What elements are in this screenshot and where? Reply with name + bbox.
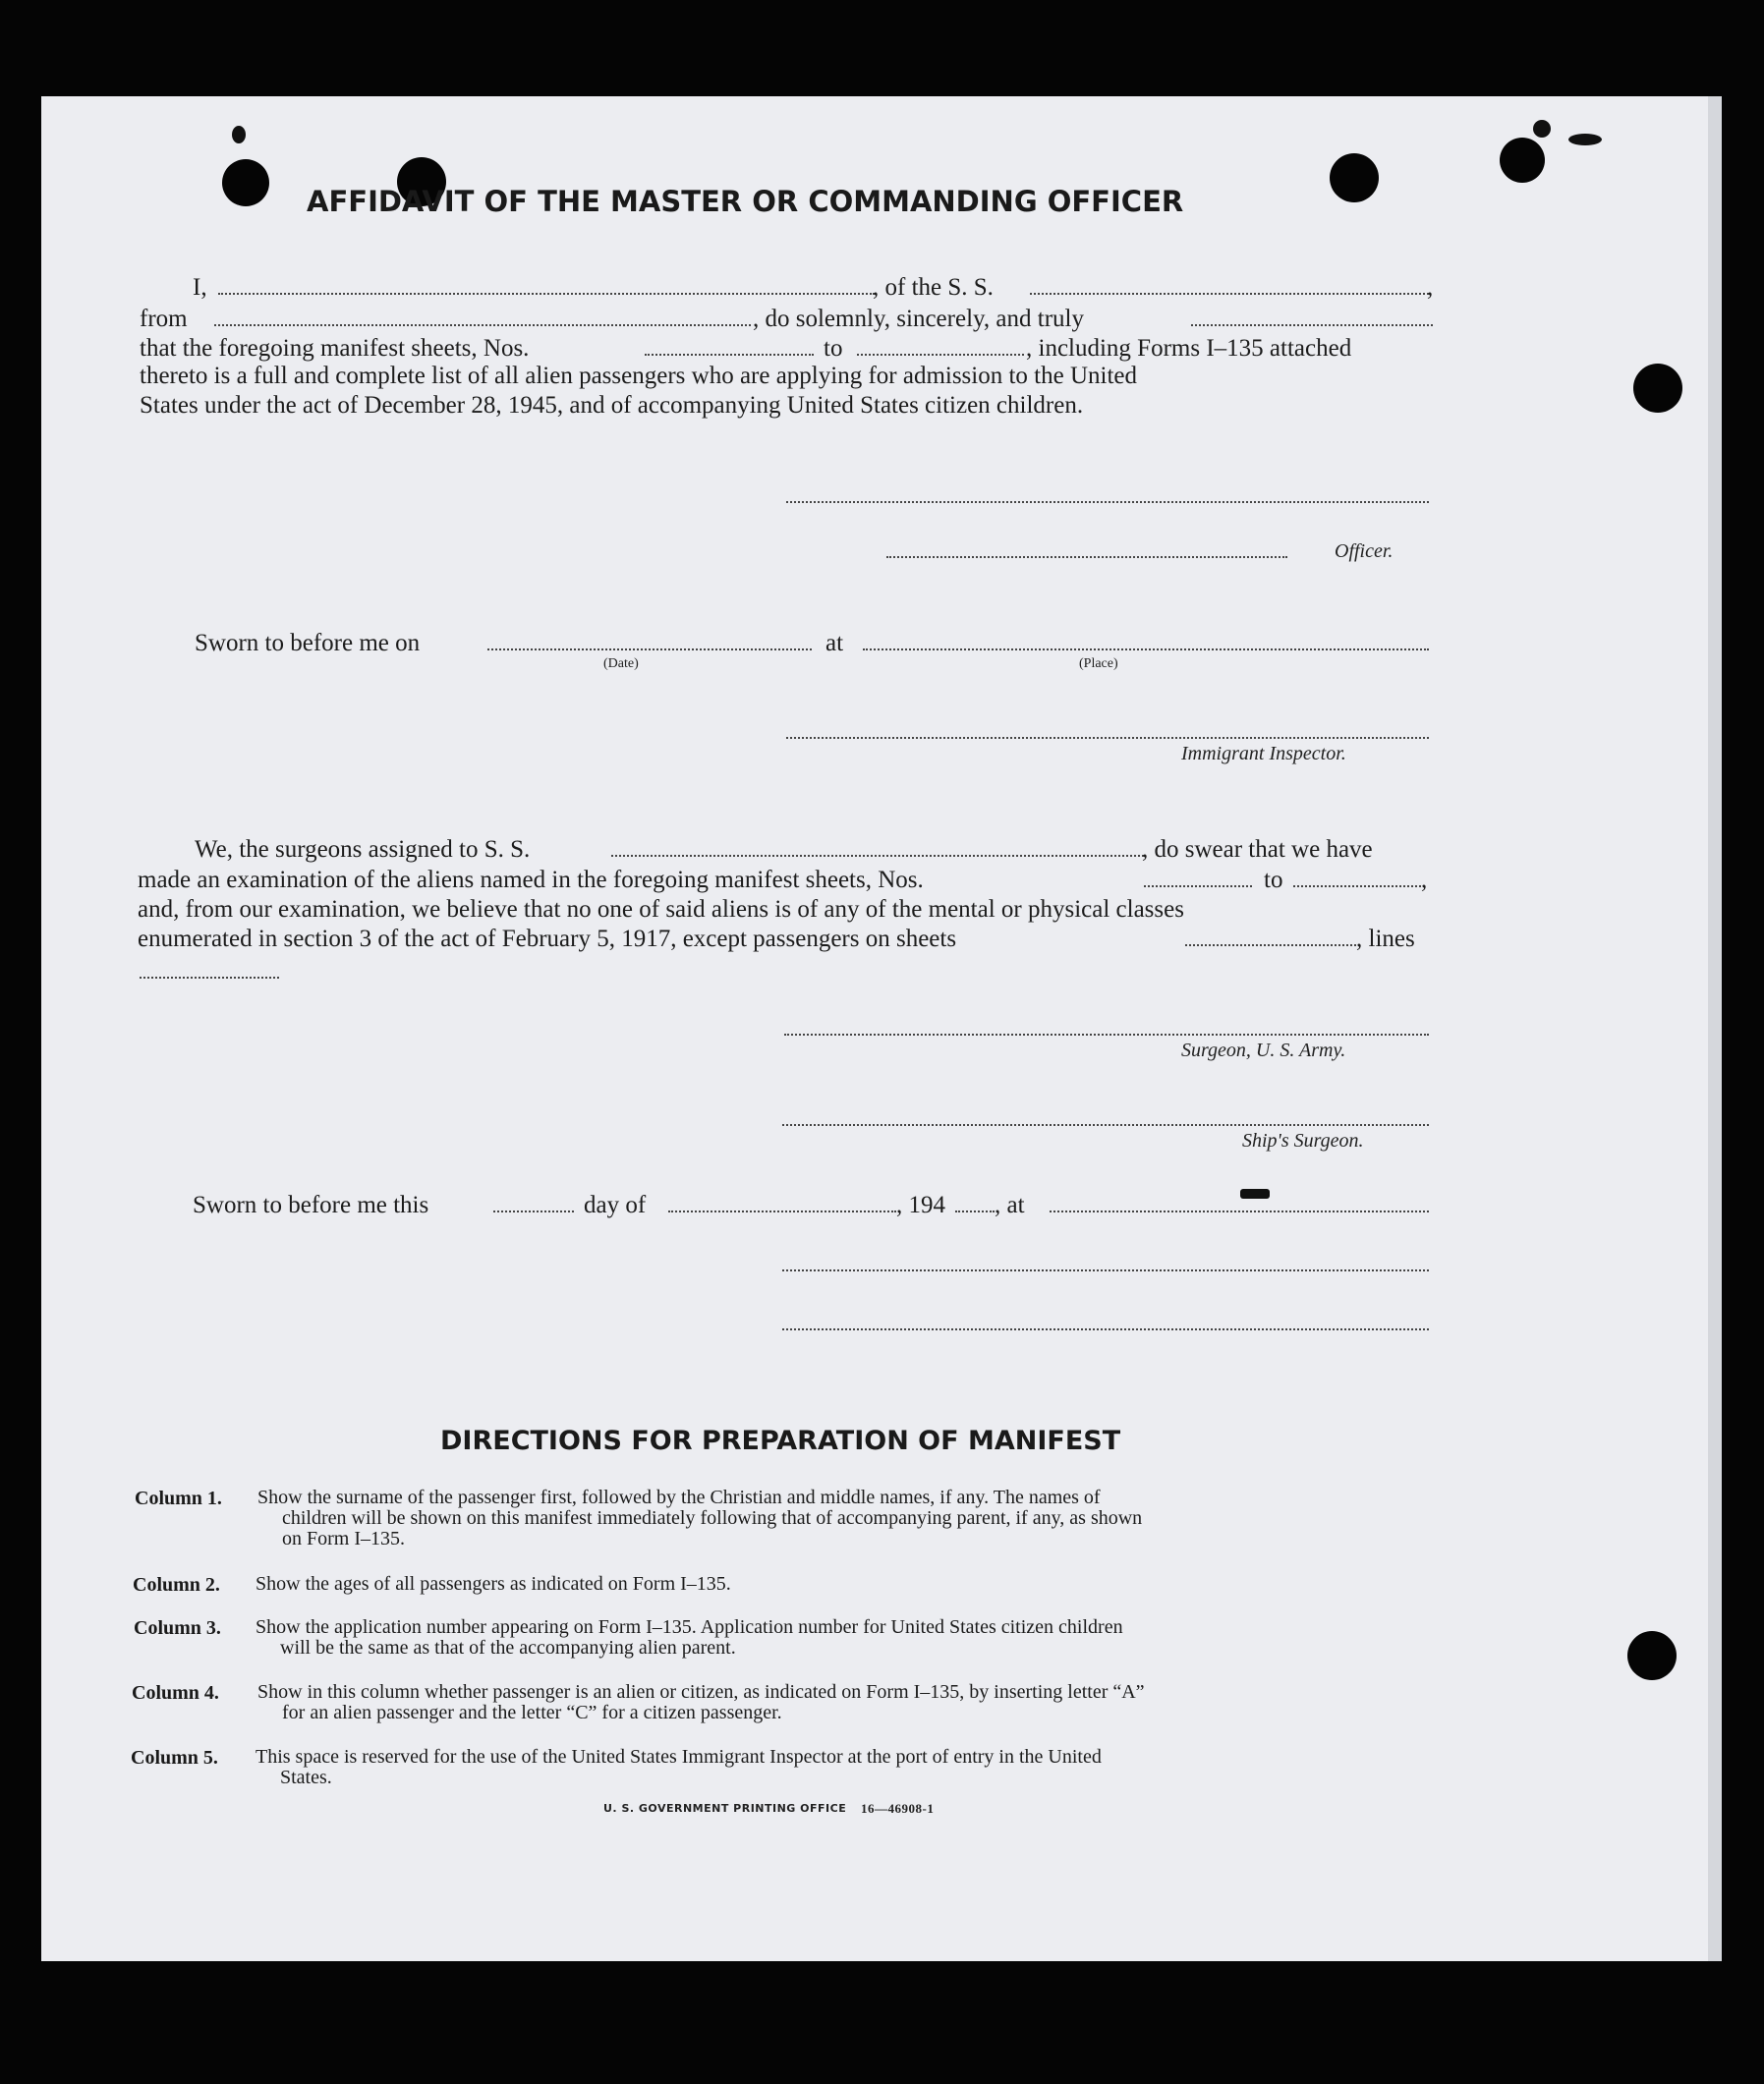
affidavit-text: ,	[1427, 274, 1434, 301]
inspector-signature-line[interactable]	[786, 737, 1429, 739]
officer-signature-line[interactable]	[886, 556, 1287, 558]
affidavit-text: from	[140, 306, 188, 332]
punch-hole	[1500, 138, 1545, 183]
column-4-text	[257, 1682, 1427, 1723]
direction-line: Show in this column whether passenger is an alien or citizen, as indicated on Form I–135, by inserting letter “A”	[257, 1681, 1145, 1703]
sworn-date-field[interactable]	[487, 648, 812, 650]
surgeons-text: ,	[1421, 867, 1428, 893]
punch-hole	[222, 159, 269, 206]
surgeons-text: We, the surgeons assigned to S. S.	[195, 836, 531, 863]
signature-line[interactable]	[786, 501, 1429, 503]
surgeons-ship-field[interactable]	[611, 855, 1144, 857]
declaration-field[interactable]	[1191, 324, 1433, 326]
direction-line: Show the surname of the passenger first, followed by the Christian and middle names, if any. The names of	[257, 1487, 1101, 1508]
ink-spot	[1568, 134, 1602, 145]
direction-line: for an alien passenger and the letter “C” for a citizen passenger.	[282, 1702, 782, 1723]
signature-line[interactable]	[782, 1269, 1429, 1271]
column-2-text	[256, 1574, 1425, 1595]
column-3-text	[256, 1617, 1425, 1659]
except-sheets-field[interactable]	[1185, 944, 1356, 946]
column-5-label: Column 5.	[131, 1747, 218, 1769]
sworn-text: , 194	[896, 1192, 945, 1218]
direction-line: States.	[280, 1767, 332, 1788]
affidavit-text: thereto is a full and complete list of all alien passengers who are applying for admission to the United	[140, 363, 1138, 389]
form-code: 16—46908-1	[861, 1801, 935, 1816]
sworn-year-field[interactable]	[955, 1211, 995, 1212]
affidavit-text: , of the S. S.	[873, 274, 994, 301]
sheet-to-field[interactable]	[857, 354, 1024, 356]
column-3-label: Column 3.	[134, 1617, 221, 1639]
direction-line: Show the application number appearing on Form I–135. Application number for United States citizen children	[256, 1616, 1123, 1638]
direction-line: children will be shown on this manifest immediately following that of accompanying parent, if any, as shown	[282, 1507, 1143, 1529]
ship-name-field[interactable]	[1030, 293, 1429, 295]
ship-surgeon-label: Ship's Surgeon.	[1242, 1130, 1364, 1152]
sworn-month-field[interactable]	[668, 1211, 896, 1212]
column-4-label: Column 4.	[132, 1682, 219, 1704]
affidavit-text: , do solemnly, sincerely, and truly	[753, 306, 1084, 332]
lines-field[interactable]	[140, 977, 279, 979]
affidavit-text: to	[824, 335, 843, 362]
name-field[interactable]	[218, 293, 875, 295]
officer-label: Officer.	[1335, 540, 1394, 562]
sworn-text: Sworn to before me this	[193, 1192, 429, 1218]
signature-line[interactable]	[782, 1328, 1429, 1330]
sworn-text: , at	[995, 1192, 1025, 1218]
column-1-label: Column 1.	[135, 1488, 222, 1509]
from-port-field[interactable]	[214, 324, 751, 326]
column-2-label: Column 2.	[133, 1574, 220, 1596]
column-5-text	[256, 1747, 1425, 1788]
affidavit-text: , including Forms I–135 attached	[1026, 335, 1352, 362]
army-surgeon-signature-line[interactable]	[784, 1034, 1429, 1036]
punch-hole	[1627, 1631, 1677, 1680]
ink-smudge	[1240, 1189, 1270, 1199]
surgeons-text: , lines	[1356, 926, 1415, 952]
direction-line: Show the ages of all passengers as indicated on Form I–135.	[256, 1573, 731, 1595]
sworn-location-field[interactable]	[1050, 1211, 1429, 1212]
surgeons-text: , do swear that we have	[1142, 836, 1373, 863]
direction-line: This space is reserved for the use of the United States Immigrant Inspector at the port of entry in the United	[256, 1746, 1102, 1768]
place-caption: (Place)	[1079, 656, 1118, 671]
inspector-label: Immigrant Inspector.	[1181, 743, 1346, 764]
sheet-from-field[interactable]	[645, 354, 814, 356]
ink-spot	[232, 126, 246, 143]
affidavit-text: that the foregoing manifest sheets, Nos.	[140, 335, 530, 362]
date-caption: (Date)	[603, 656, 639, 671]
sworn-day-field[interactable]	[493, 1211, 574, 1212]
sworn-text: Sworn to before me on	[195, 630, 421, 656]
affidavit-title: AFFIDAVIT OF THE MASTER OR COMMANDING OFFICER	[307, 185, 1184, 218]
page-edge	[1708, 96, 1722, 1961]
sworn-text: at	[825, 630, 844, 656]
punch-hole	[1330, 153, 1379, 202]
direction-line: on Form I–135.	[282, 1528, 405, 1549]
surgeons-text: enumerated in section 3 of the act of February 5, 1917, except passengers on sheets	[138, 926, 957, 952]
ship-surgeon-signature-line[interactable]	[782, 1124, 1429, 1126]
surgeons-sheet-to-field[interactable]	[1293, 885, 1421, 887]
surgeons-text: and, from our examination, we believe that no one of said aliens is of any of the mental or physical classes	[138, 896, 1184, 923]
sworn-text: day of	[584, 1192, 647, 1218]
printer-imprint: U. S. GOVERNMENT PRINTING OFFICE	[603, 1802, 847, 1815]
affidavit-text: I,	[193, 274, 207, 301]
surgeons-text: to	[1264, 867, 1283, 893]
affidavit-text: States under the act of December 28, 1945, and of accompanying United States citizen children.	[140, 392, 1084, 419]
army-surgeon-label: Surgeon, U. S. Army.	[1181, 1040, 1346, 1061]
punch-hole	[1633, 364, 1682, 413]
column-1-text	[257, 1488, 1427, 1549]
surgeons-sheet-from-field[interactable]	[1144, 885, 1252, 887]
directions-title: DIRECTIONS FOR PREPARATION OF MANIFEST	[440, 1426, 1121, 1456]
ink-spot	[1533, 120, 1551, 138]
surgeons-text: made an examination of the aliens named in the foregoing manifest sheets, Nos.	[138, 867, 924, 893]
direction-line: will be the same as that of the accompanying alien parent.	[280, 1637, 736, 1659]
sworn-place-field[interactable]	[863, 648, 1429, 650]
